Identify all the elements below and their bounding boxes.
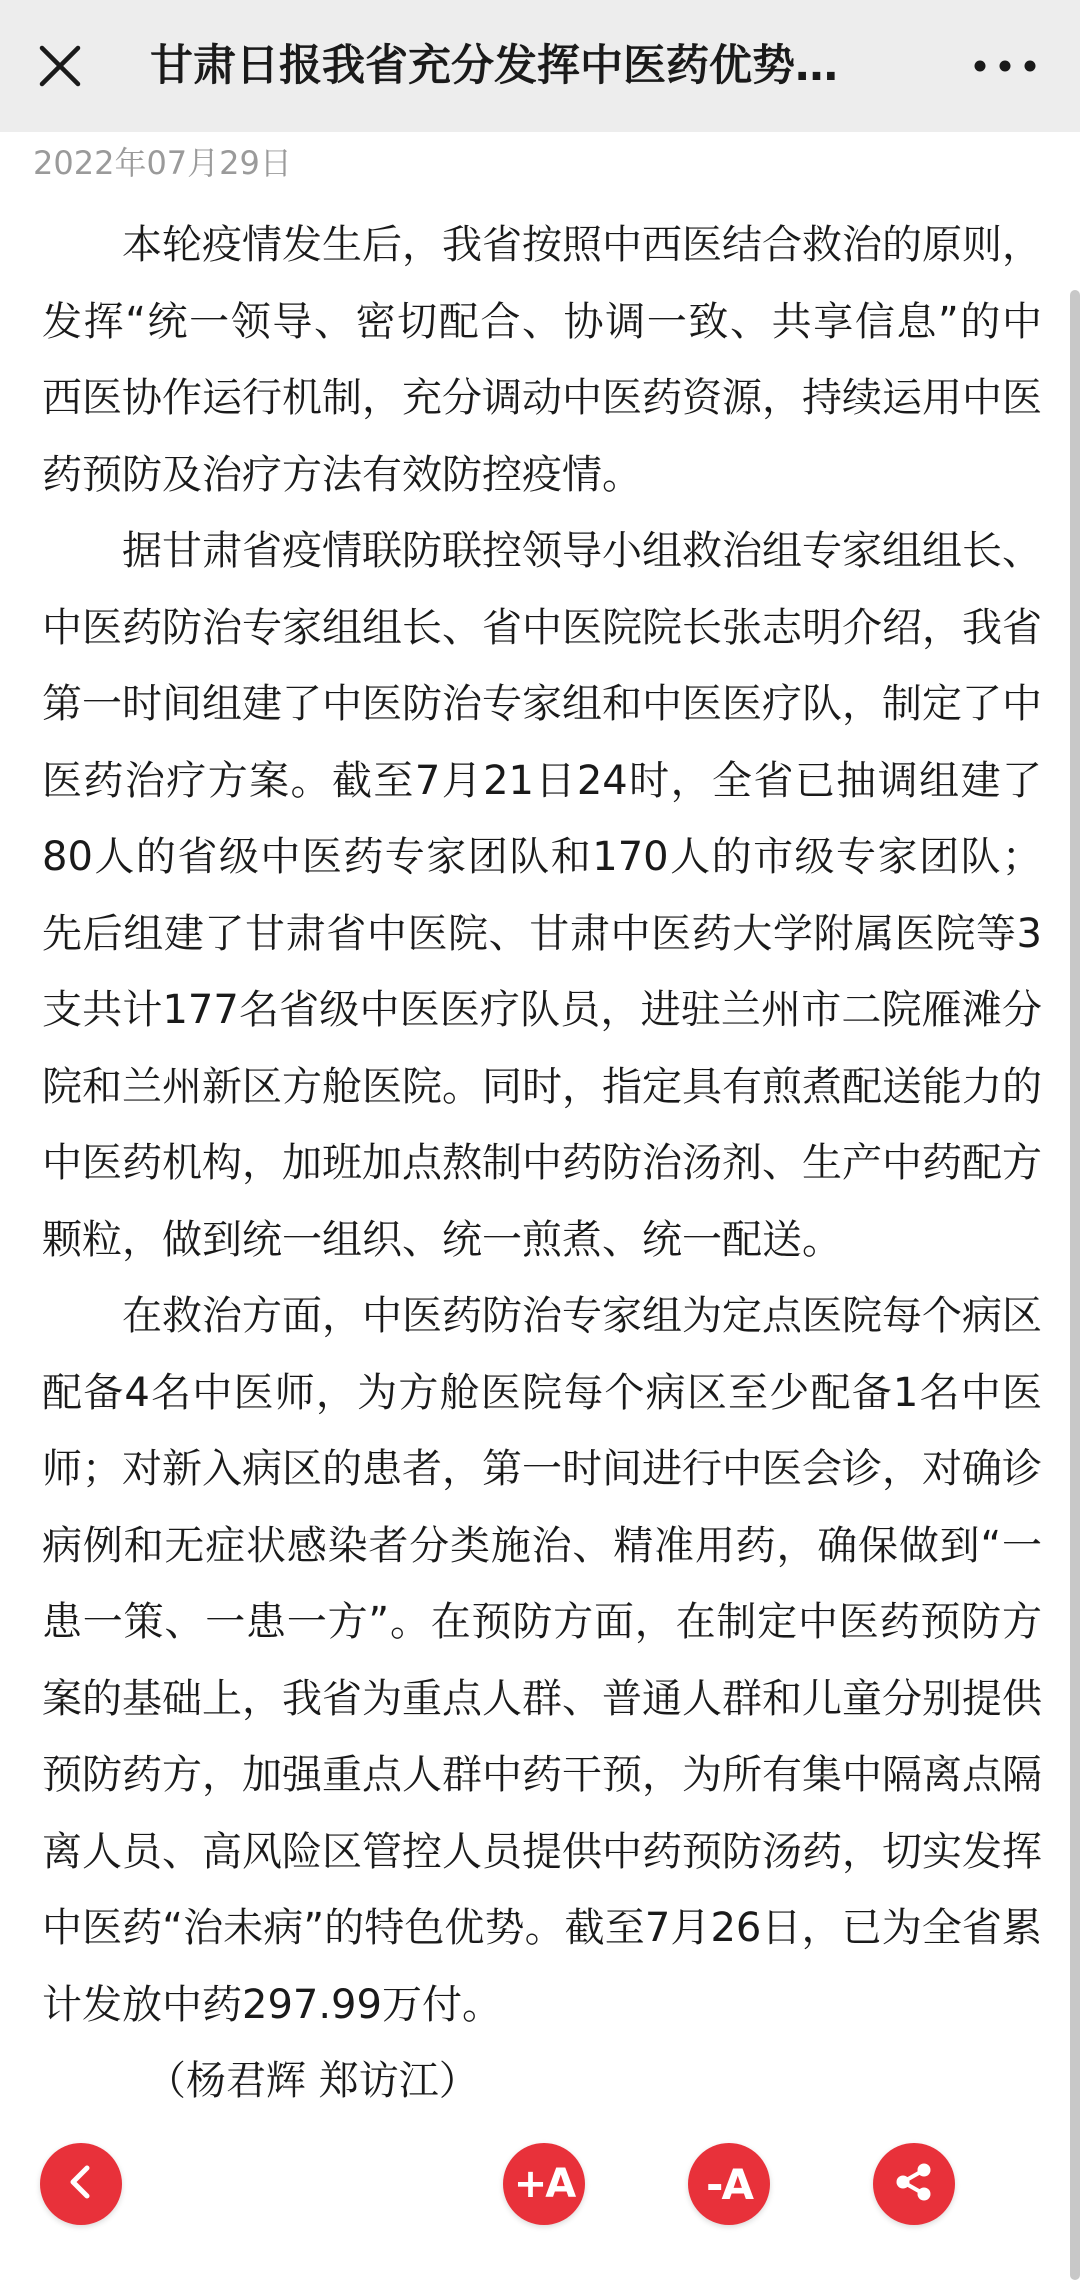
article-paragraph: 本轮疫情发生后，我省按照中西医结合救治的原则，发挥“统一领导、密切配合、协调一致、共享信息”的中西医协作运行机制，充分调动中医药资源，持续运用中医药预防及治疗方法有效防控疫情。 xyxy=(42,222,1042,498)
article-paragraph: 在救治方面，中医药防治专家组为定点医院每个病区配备4名中医师，为方舱医院每个病区至少配备1名中医师；对新入病区的患者，第一时间进行中医会诊，对确诊病例和无症状感染者分类施治、精准用药，确保做到“一患一策、一患一方”。在预防方面，在制定中医药预防方案的基础上，我省为重点人群、普通人群和儿童分别提供预防药方，加强重点人群中药干预，为所有集中隔离点隔离人员、高风险区管控人员提供中药预防汤药，切实发挥中医药“治未病”的特色优势。截至7月26日，已为全省累计发放中药297.99万付。 xyxy=(42,1293,1042,2028)
article-body xyxy=(42,207,1042,2120)
article-author: （杨君辉 郑访江） xyxy=(146,2058,479,2104)
more-horizontal-icon[interactable] xyxy=(960,36,1050,96)
increase-font-button[interactable]: +A xyxy=(503,2143,585,2225)
scrollbar[interactable] xyxy=(1070,290,1080,2280)
share-icon xyxy=(889,2157,939,2211)
page-title: 甘肃日报我省充分发挥中医药优势… xyxy=(150,41,838,91)
back-button[interactable] xyxy=(40,2143,122,2225)
back-icon xyxy=(58,2159,104,2209)
article-paragraph: 据甘肃省疫情联防联控领导小组救治组专家组组长、中医药防治专家组组长、省中医院院长张志明介绍，我省第一时间组建了中医防治专家组和中医医疗队，制定了中医药治疗方案。截至7月21日24时，全省已抽调组建了80人的省级中医药专家团队和170人的市级专家团队；先后组建了甘肃省中医院、甘肃中医药大学附属医院等3支共计177名省级中医医疗队员，进驻兰州市二院雁滩分院和兰州新区方舱医院。同时，指定具有煎煮配送能力的中医药机构，加班加点熬制中药防治汤剂、生产中药配方颗粒，做到统一组织、统一煎煮、统一配送。 xyxy=(42,528,1042,1263)
top-bar xyxy=(0,0,1080,132)
decrease-font-button[interactable]: -A xyxy=(688,2143,770,2225)
close-icon[interactable] xyxy=(30,36,90,96)
article-date: 2022年07月29日 xyxy=(33,144,292,182)
share-button[interactable] xyxy=(873,2143,955,2225)
